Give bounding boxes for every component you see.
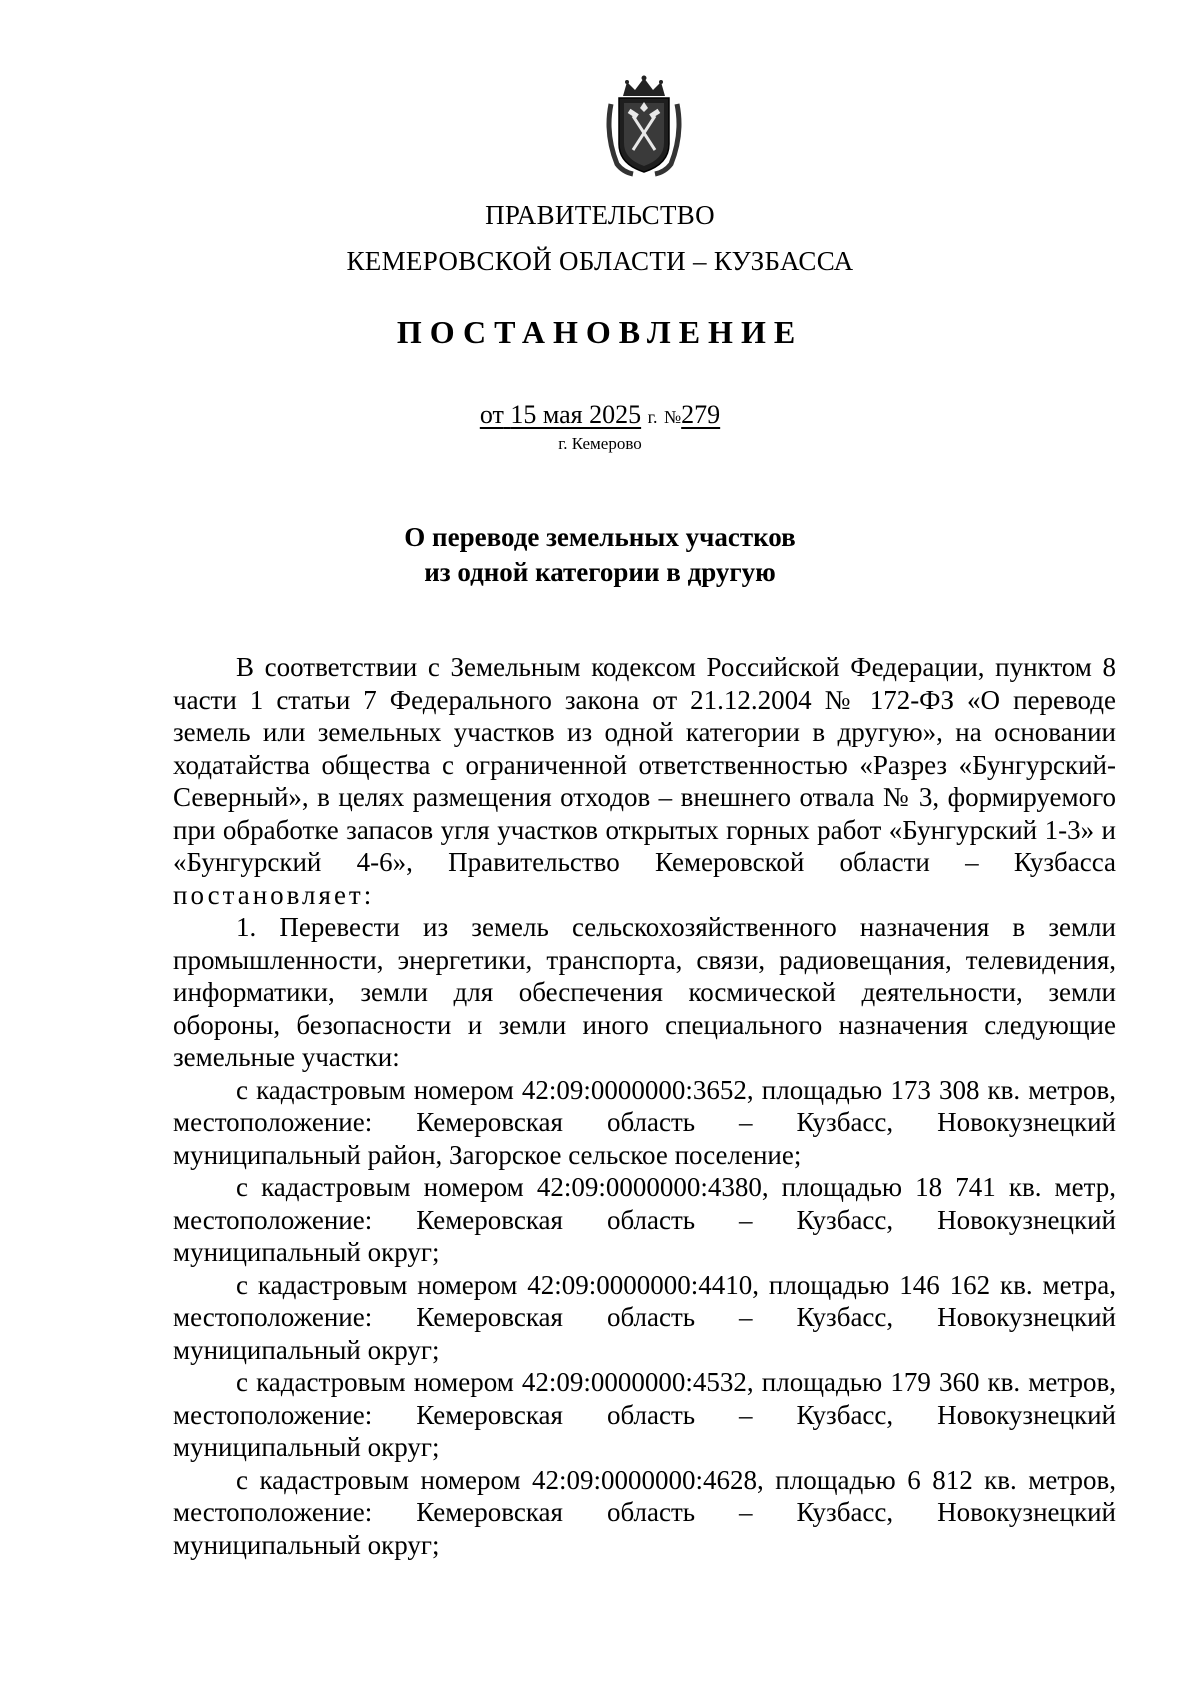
date-value: 15 мая 2025: [510, 400, 642, 429]
preamble-paragraph: [173, 651, 1116, 911]
parcel-2: с кадастровым номером 42:09:0000000:4380, площадью 18 741 кв. метр, местоположение: Кемеровская область – Кузбасс, Новокузнецкий муниципальный округ;: [173, 1172, 1116, 1267]
date-prefix: от: [479, 400, 504, 429]
header-region: КЕМЕРОВСКОЙ ОБЛАСТИ – КУЗБАССА: [346, 246, 854, 276]
parcel-3: с кадастровым номером 42:09:0000000:4410, площадью 146 162 кв. метра, местоположение: Кемеровская область – Кузбасс, Новокузнецкий муниципальный округ;: [173, 1269, 1116, 1365]
coat-of-arms-icon: [603, 74, 685, 178]
document-body: [173, 651, 1116, 1561]
parcel-1: с кадастровым номером 42:09:0000000:3652, площадью 173 308 кв. метров, местоположение: Кемеровская область – Кузбасс, Новокузнецкий муниципальный район, Загорское сельское поселение;: [173, 1074, 1116, 1170]
item-1: 1. Перевести из земель сельскохозяйственного назначения в земли промышленности, энергетики, транспорта, связи, радиовещания, телевидения, информатики, земли для обеспечения космической деятельности, земли обороны, безопасности и земли иного специального назначения следующие земельные участки:: [173, 912, 1116, 1072]
parcel-4: с кадастровым номером 42:09:0000000:4532, площадью 179 360 кв. метров, местоположение: Кемеровская область – Кузбасс, Новокузнецкий муниципальный округ;: [173, 1367, 1116, 1462]
city: г. Кемерово: [558, 434, 642, 453]
year-suffix: г.: [647, 407, 658, 427]
document-number: 279: [681, 400, 721, 429]
document-type: ПОСТАНОВЛЕНИЕ: [396, 314, 804, 350]
number-sign: №: [663, 407, 682, 427]
preamble-text: В соответствии с Земельным кодексом Российской Федерации, пунктом 8 части 1 статьи 7 Федерального закона от 21.12.2004 № 172-ФЗ «О переводе земель или земельных участков из одной категории в другую», на основании ходатайства общества с ограниченной ответственностью «Разрез «Бунгурский-Северный», в целях размещения отходов – внешнего отвала № 3, формируемого при обработке запасов угля участков открытых горных работ «Бунгурский 1-3» и «Бунгурский 4-6», Правительство Кемеровской области – Кузбасса: [173, 652, 1116, 877]
header-government: ПРАВИТЕЛЬСТВО: [485, 200, 715, 230]
date-line: [0, 400, 1200, 430]
parcel-5: с кадастровым номером 42:09:0000000:4628, площадью 6 812 кв. метров, местоположение: Кемеровская область – Кузбасс, Новокузнецкий муниципальный округ;: [173, 1464, 1116, 1560]
title-line-1: О переводе земельных участков: [404, 522, 796, 552]
title-line-2: из одной категории в другую: [424, 557, 776, 587]
preamble-verb: постановляет:: [173, 879, 375, 910]
